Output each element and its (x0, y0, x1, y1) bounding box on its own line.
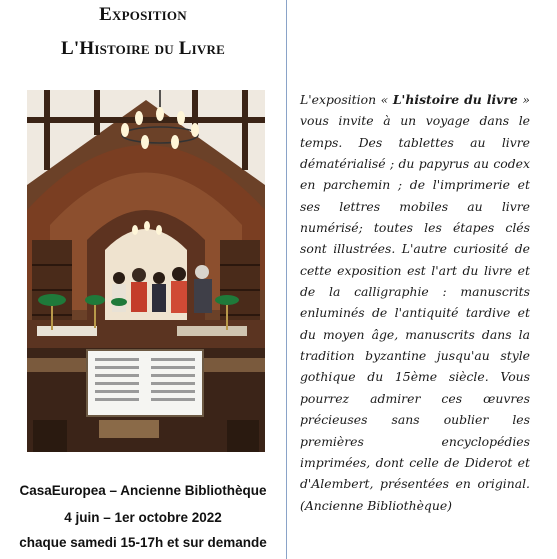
description-highlight: L'histoire du livre (392, 92, 518, 107)
photo-illustration (27, 90, 265, 452)
library-hall-photo (27, 90, 265, 452)
column-divider (286, 0, 287, 559)
footer-venue: CasaEuropea – Ancienne Bibliothèque (19, 483, 267, 498)
exhibition-description (300, 89, 530, 516)
description-body: » vous invite à un voyage dans le temps. Des tablettes au livre dématérialisé ; du papyrus au codex en parchemin ; de l'imprimerie et ses lettres mobiles au livre numérisé; toutes les étapes clés sont illustrées. L'autre curiosité de cette exposition est l'art du livre et de la calligraphie : manuscrits enluminés de l'antiquité tardive et du moyen âge, manuscrits dans la tradition byzantine jusqu'au style gothique du 15ème siècle. Vous pourrez admirer ces œuvres précieuses sans oublier les premières encyclopédies imprimées, dont celle de Diderot et d'Alembert, présentées en original. (Ancienne Bibliothèque) (300, 92, 530, 513)
title-line-2: L'Histoire du Livre (61, 38, 225, 59)
footer-schedule: chaque samedi 15-17h et sur demande (19, 535, 267, 550)
description-intro: L'exposition « (300, 92, 393, 107)
footer-dates: 4 juin – 1er octobre 2022 (64, 510, 222, 525)
title-line-1: Exposition (99, 4, 187, 25)
